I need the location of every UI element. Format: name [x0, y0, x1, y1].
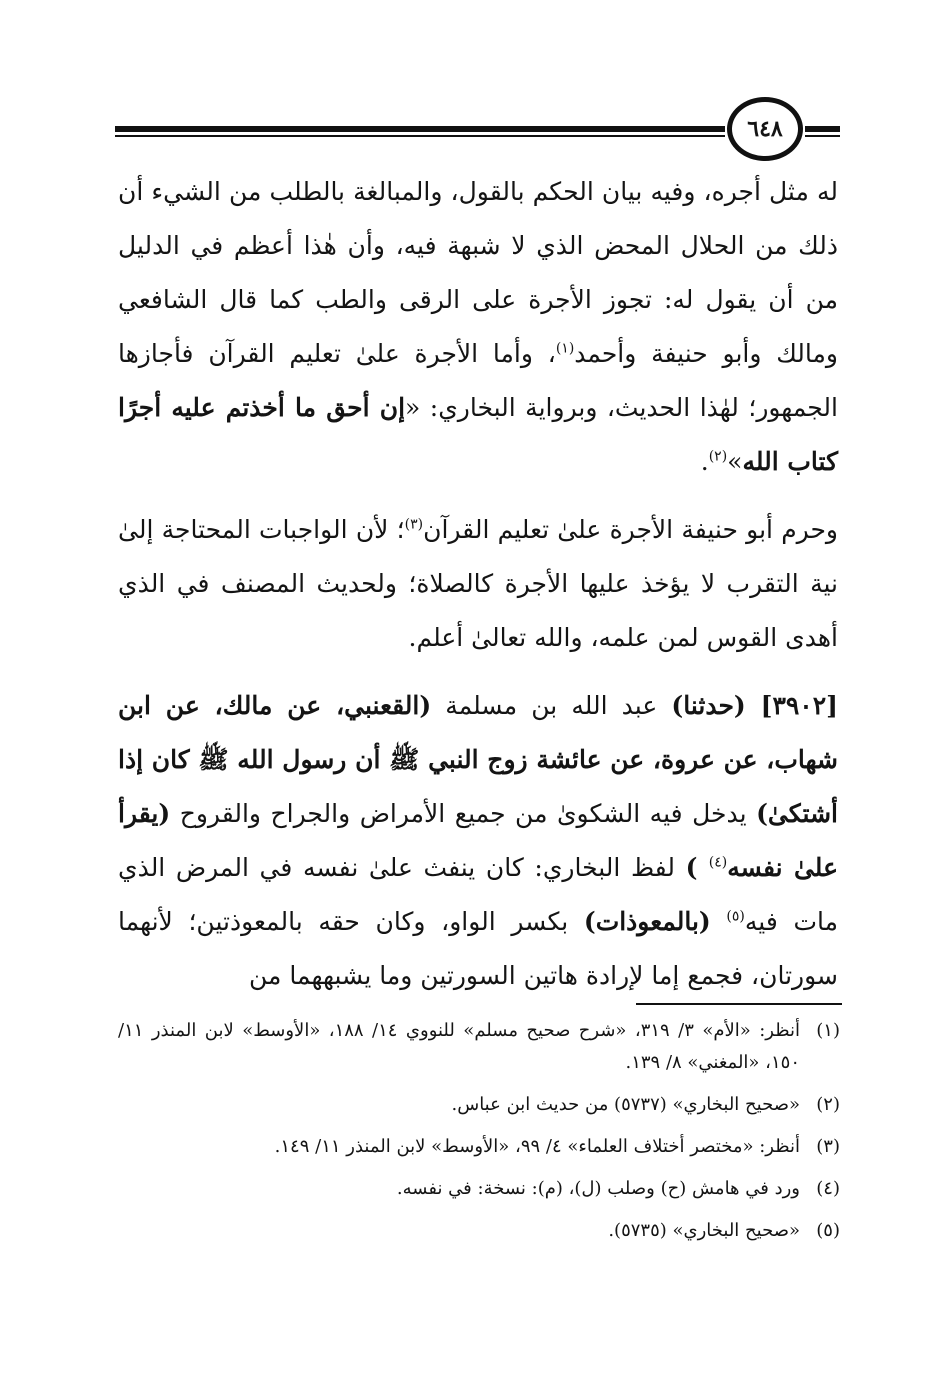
hadith-quote: إن أحق ما أخذتم عليه أجرًا كتاب الله [118, 393, 838, 476]
main-text [118, 165, 838, 1003]
header-rule-right [805, 126, 840, 132]
footnote-text: ورد في هامش (ح) وصلب (ل)، (م): نسخة: في نفسه. [396, 1178, 800, 1199]
footnotes [118, 1015, 840, 1257]
footnote-ref: (١) [555, 340, 575, 357]
header-rule [115, 126, 725, 132]
footnote-separator [636, 1003, 842, 1005]
footnote-ref: (٢) [708, 448, 728, 465]
footnote-number: (٣) [816, 1136, 840, 1157]
footnote [118, 1131, 840, 1163]
footnote-number: (٢) [816, 1094, 840, 1115]
footnote-text: «صحيح البخاري» (٥٧٣٥). [608, 1220, 800, 1241]
footnote-ref: (٤) [708, 854, 728, 871]
page-header [115, 95, 840, 157]
footnote-text: «صحيح البخاري» (٥٧٣٧) من حديث ابن عباس. [451, 1094, 800, 1115]
paragraph-1: له مثل أجره، وفيه بيان الحكم بالقول، والمبالغة بالطلب من الشيء أن ذلك من الحلال المحض الذي لا شبهة فيه، وأن هٰذا أعظم في الدليل من أن يقول له: تجوز الأجرة على الرقى والطب كما قال الشافعي ومالك وأبو حنيفة وأحمد$^{(١)}$، وأما الأجرة علىٰ تعليم القرآن فأجازها الجمهور؛ لهٰذا الحديث، وبرواية البخاري: «إن أحق ما أخذتم عليه أجرًا كتاب الله»$^{(٢)}$. [118, 177, 838, 476]
footnote-number: (٥) [816, 1220, 840, 1241]
paragraph-3: [٣٩٠٢] (حدثنا) عبد الله بن مسلمة (القعنبي، عن مالك، عن ابن شهاب، عن عروة، عن عائشة زوج النبي ﷺ أن رسول الله ﷺ كان إذا أشتكىٰ) يدخل فيه الشكوىٰ من جميع الأمراض والجراح والقروح (يقرأ علىٰ نفسه$^{(٤)}$ ) لفظ البخاري: كان ينفث علىٰ نفسه في المرض الذي مات فيه$^{(٥)}$ (بالمعوذات) بكسر الواو، وكان حقه بالمعوذتين؛ لأنهما سورتان، فجمع إما لإرادة هاتين السورتين وما يشبههما من [118, 691, 838, 990]
footnote [118, 1215, 840, 1247]
footnote-text: أنظر: «الأم» ٣/ ٣١٩، «شرح صحيح مسلم» للنووي ١٤/ ١٨٨، «الأوسط» لابن المنذر ١١/ ١٥٠، «المغني» ٨/ ١٣٩. [118, 1020, 800, 1073]
header-rule-right-thin [805, 135, 840, 137]
footnote-number: (١) [816, 1020, 840, 1041]
footnote-number: (٤) [816, 1178, 840, 1199]
page-number: ٦٤٨ [727, 97, 803, 161]
footnote [118, 1089, 840, 1121]
footnote [118, 1173, 840, 1205]
footnote-ref: (٣) [404, 516, 424, 533]
footnote-ref: (٥) [726, 908, 745, 925]
footnote-text: أنظر: «مختصر أختلاف العلماء» ٤/ ٩٩، «الأوسط» لابن المنذر ١١/ ١٤٩. [274, 1136, 800, 1157]
paragraph-2: وحرم أبو حنيفة الأجرة علىٰ تعليم القرآن$^{(٣)}$؛ لأن الواجبات المحتاجة إلىٰ نية التقرب لا يؤخذ عليها الأجرة كالصلاة؛ ولحديث المصنف في الذي أهدى القوس لمن علمه، والله تعالىٰ أعلم. [118, 515, 838, 652]
header-rule-thin [115, 135, 725, 137]
footnote [118, 1015, 840, 1079]
